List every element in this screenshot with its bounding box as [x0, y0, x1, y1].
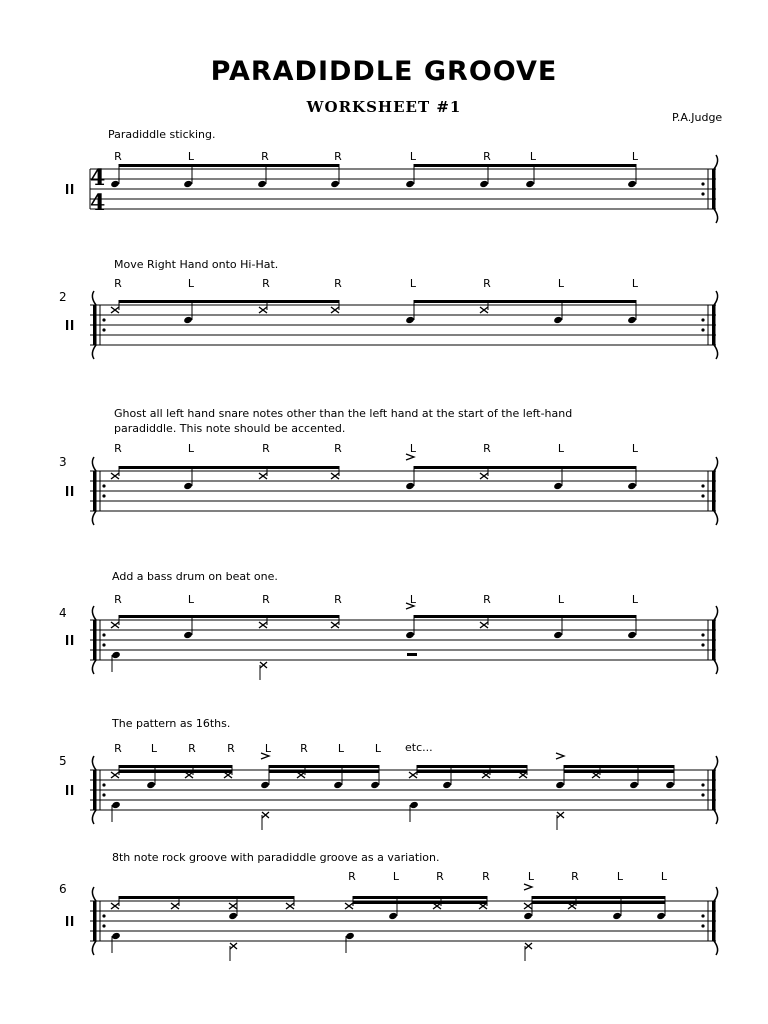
- repeat-bracket-bottom: [714, 345, 718, 359]
- repeat-bracket-bottom: [714, 810, 718, 824]
- sticking-letter: R: [571, 870, 579, 883]
- snare-notehead: [479, 180, 489, 188]
- system-5-comment: The pattern as 16ths.: [112, 717, 231, 730]
- snare-notehead: [553, 316, 563, 324]
- start-repeat-thick-bar: [93, 770, 97, 810]
- bass-drum-notehead: [111, 651, 121, 659]
- percussion-clef-left: [66, 486, 68, 496]
- system-1-comment: Paradiddle sticking.: [108, 128, 216, 141]
- repeat-bracket-top: [714, 155, 718, 169]
- sticking-letter: L: [187, 150, 195, 163]
- repeat-bracket-bottom: [714, 209, 718, 223]
- percussion-clef-right: [71, 486, 73, 496]
- pedal-hihat-notehead: [260, 662, 267, 668]
- end-repeat-thick-bar: [712, 770, 716, 810]
- system-3-comment-line-2: paradiddle. This note should be accented.: [114, 422, 346, 435]
- beam: [119, 765, 232, 768]
- repeat-dot: [701, 783, 704, 786]
- hihat-cross-notehead: [331, 307, 339, 313]
- system-4-comment: Add a bass drum on beat one.: [112, 570, 278, 583]
- snare-notehead: [405, 631, 415, 639]
- sticking-letter: L: [337, 742, 345, 755]
- repeat-dot: [701, 192, 704, 195]
- snare-notehead: [370, 781, 380, 789]
- hihat-cross-notehead: [111, 903, 119, 909]
- staff-system-6: [66, 884, 718, 961]
- beam: [119, 466, 339, 469]
- snare-notehead: [627, 316, 637, 324]
- page-title: PARADIDDLE GROOVE: [210, 56, 558, 87]
- repeat-bracket-top: [714, 887, 718, 901]
- sticking-letter: L: [631, 442, 639, 455]
- hihat-cross-notehead: [524, 903, 532, 909]
- repeat-dot: [701, 318, 704, 321]
- repeat-dot: [701, 484, 704, 487]
- start-repeat-thick-bar: [93, 305, 97, 345]
- sticking-letter: R: [483, 593, 491, 606]
- system-2-comment: Move Right Hand onto Hi-Hat.: [114, 258, 279, 271]
- repeat-bracket-top: [92, 756, 96, 770]
- staff-system-5: [66, 753, 718, 830]
- snare-notehead: [228, 912, 238, 920]
- repeat-dot: [102, 643, 105, 646]
- percussion-clef-left: [66, 635, 68, 645]
- hihat-cross-notehead: [229, 903, 237, 909]
- repeat-dot: [701, 924, 704, 927]
- snare-notehead: [523, 912, 533, 920]
- pedal-hihat-notehead: [230, 943, 237, 949]
- sticking-letter: L: [660, 870, 668, 883]
- snare-notehead: [553, 631, 563, 639]
- snare-notehead: [442, 781, 452, 789]
- repeat-bracket-top: [92, 606, 96, 620]
- system-3-comment-line-1: Ghost all left hand snare notes other than the left hand at the start of the left-hand: [114, 407, 573, 420]
- sticking-letter: R: [262, 593, 270, 606]
- pedal-hihat-notehead: [525, 943, 532, 949]
- sticking-letter: L: [409, 593, 417, 606]
- staff-system-1: [66, 155, 718, 223]
- repeat-bracket-bottom: [92, 345, 96, 359]
- sticking-letter: R: [262, 442, 270, 455]
- sticking-letter: R: [188, 742, 196, 755]
- sticking-letter: L: [264, 742, 272, 755]
- snare-notehead: [627, 482, 637, 490]
- sticking-letter: R: [114, 277, 122, 290]
- repeat-dot: [701, 633, 704, 636]
- staff-system-3: [66, 454, 718, 525]
- bass-drum-notehead: [111, 801, 121, 809]
- percussion-clef-left: [66, 785, 68, 795]
- hihat-cross-notehead: [480, 307, 488, 313]
- staff-system-4: [66, 603, 718, 680]
- pedal-hihat-notehead: [557, 812, 564, 818]
- repeat-bracket-top: [714, 291, 718, 305]
- percussion-clef-left: [66, 320, 68, 330]
- sticking-letter: R: [436, 870, 444, 883]
- start-repeat-thick-bar: [93, 471, 97, 511]
- hihat-cross-notehead: [259, 473, 267, 479]
- snare-notehead: [405, 316, 415, 324]
- repeat-bracket-top: [714, 457, 718, 471]
- sticking-letter: L: [409, 150, 417, 163]
- repeat-dot: [701, 328, 704, 331]
- sticking-letter: L: [409, 277, 417, 290]
- half-rest: [407, 653, 417, 656]
- start-repeat-thick-bar: [93, 620, 97, 660]
- sixteenth-beam: [532, 901, 665, 904]
- beam: [417, 765, 527, 768]
- time-signature-top: 4: [90, 165, 106, 191]
- beam: [414, 615, 636, 618]
- snare-notehead: [627, 631, 637, 639]
- sticking-letter: R: [334, 277, 342, 290]
- end-repeat-thick-bar: [712, 471, 716, 511]
- sticking-letter: L: [150, 742, 158, 755]
- sticking-letter: R: [114, 593, 122, 606]
- beam: [532, 896, 665, 899]
- beam: [414, 300, 636, 303]
- system-2-number: 2: [59, 290, 67, 304]
- repeat-bracket-top: [92, 457, 96, 471]
- repeat-dot: [102, 793, 105, 796]
- repeat-dot: [102, 914, 105, 917]
- repeat-dot: [701, 793, 704, 796]
- end-repeat-thick-bar: [712, 620, 716, 660]
- end-repeat-thick-bar: [712, 305, 716, 345]
- end-repeat-thick-bar: [712, 901, 716, 941]
- hihat-cross-notehead: [331, 473, 339, 479]
- sticking-letter: R: [261, 150, 269, 163]
- snare-notehead: [405, 482, 415, 490]
- hihat-cross-notehead: [111, 307, 119, 313]
- snare-notehead: [656, 912, 666, 920]
- repeat-dot: [701, 643, 704, 646]
- sticking-letter: L: [557, 593, 565, 606]
- hihat-cross-notehead: [286, 903, 294, 909]
- snare-notehead: [110, 180, 120, 188]
- page-subtitle: WORKSHEET #1: [306, 98, 462, 116]
- percussion-clef-right: [71, 635, 73, 645]
- sticking-letter: L: [631, 150, 639, 163]
- beam: [414, 164, 636, 167]
- accent-mark: [556, 753, 564, 759]
- sticking-letter: R: [334, 442, 342, 455]
- sixteenth-beam: [119, 770, 232, 773]
- sticking-letter: R: [334, 150, 342, 163]
- snare-notehead: [629, 781, 639, 789]
- repeat-bracket-bottom: [92, 660, 96, 674]
- sticking-letter: R: [483, 442, 491, 455]
- sixteenth-beam: [353, 901, 487, 904]
- sticking-letter: L: [409, 442, 417, 455]
- repeat-dot: [102, 328, 105, 331]
- snare-notehead: [525, 180, 535, 188]
- snare-notehead: [665, 781, 675, 789]
- beam: [269, 765, 379, 768]
- repeat-bracket-top: [92, 291, 96, 305]
- percussion-clef-right: [71, 320, 73, 330]
- sticking-letter: L: [374, 742, 382, 755]
- snare-notehead: [553, 482, 563, 490]
- repeat-bracket-bottom: [92, 810, 96, 824]
- repeat-bracket-top: [92, 887, 96, 901]
- start-repeat-thick-bar: [93, 901, 97, 941]
- beam: [119, 300, 339, 303]
- staff-system-2: [66, 291, 718, 359]
- composer-name: P.A.Judge: [672, 111, 723, 124]
- hihat-cross-notehead: [259, 622, 267, 628]
- snare-notehead: [183, 631, 193, 639]
- snare-notehead: [388, 912, 398, 920]
- snare-notehead: [146, 781, 156, 789]
- repeat-bracket-bottom: [714, 660, 718, 674]
- system-6-number: 6: [59, 882, 67, 896]
- repeat-bracket-bottom: [92, 941, 96, 955]
- repeat-dot: [701, 182, 704, 185]
- sticking-letter: R: [114, 442, 122, 455]
- sticking-letter: L: [187, 593, 195, 606]
- repeat-bracket-bottom: [714, 941, 718, 955]
- repeat-dot: [102, 484, 105, 487]
- hihat-cross-notehead: [259, 307, 267, 313]
- sticking-letter: L: [187, 277, 195, 290]
- repeat-dot: [102, 924, 105, 927]
- sticking-letter: L: [187, 442, 195, 455]
- hihat-cross-notehead: [111, 772, 119, 778]
- etc-label: etc...: [405, 741, 433, 754]
- beam: [119, 615, 339, 618]
- snare-notehead: [333, 781, 343, 789]
- sticking-letter: R: [300, 742, 308, 755]
- snare-notehead: [612, 912, 622, 920]
- bass-drum-notehead: [345, 932, 355, 940]
- system-3-number: 3: [59, 455, 67, 469]
- repeat-dot: [701, 914, 704, 917]
- sticking-letter: L: [557, 442, 565, 455]
- percussion-clef-left: [66, 916, 68, 926]
- percussion-clef-right: [71, 184, 73, 194]
- beam: [353, 896, 487, 899]
- snare-notehead: [183, 316, 193, 324]
- repeat-bracket-bottom: [714, 511, 718, 525]
- sixteenth-beam: [564, 770, 674, 773]
- sticking-letter: L: [557, 277, 565, 290]
- repeat-bracket-top: [714, 606, 718, 620]
- hihat-cross-notehead: [111, 473, 119, 479]
- snare-notehead: [555, 781, 565, 789]
- snare-notehead: [405, 180, 415, 188]
- sticking-letter: R: [348, 870, 356, 883]
- sixteenth-beam: [417, 770, 527, 773]
- sticking-letter: R: [483, 277, 491, 290]
- beam: [414, 466, 636, 469]
- bass-drum-notehead: [111, 932, 121, 940]
- sticking-letter: R: [227, 742, 235, 755]
- accent-mark: [524, 884, 532, 890]
- system-5-number: 5: [59, 754, 67, 768]
- sticking-letter: R: [482, 870, 490, 883]
- system-4-number: 4: [59, 606, 67, 620]
- pedal-hihat-notehead: [262, 812, 269, 818]
- sticking-letter: L: [616, 870, 624, 883]
- hihat-cross-notehead: [345, 903, 353, 909]
- bass-drum-notehead: [409, 801, 419, 809]
- snare-notehead: [260, 781, 270, 789]
- hihat-cross-notehead: [409, 772, 417, 778]
- beam: [119, 896, 294, 899]
- percussion-clef-right: [71, 916, 73, 926]
- sixteenth-beam: [269, 770, 379, 773]
- hihat-cross-notehead: [171, 903, 179, 909]
- sticking-letter: R: [483, 150, 491, 163]
- beam: [564, 765, 674, 768]
- sticking-letter: R: [262, 277, 270, 290]
- percussion-clef-right: [71, 785, 73, 795]
- repeat-dot: [701, 494, 704, 497]
- percussion-clef-left: [66, 184, 68, 194]
- system-6-comment: 8th note rock groove with paradiddle groove as a variation.: [112, 851, 440, 864]
- hihat-cross-notehead: [480, 473, 488, 479]
- snare-notehead: [330, 180, 340, 188]
- repeat-dot: [102, 318, 105, 321]
- sticking-letter: L: [631, 593, 639, 606]
- snare-notehead: [627, 180, 637, 188]
- sticking-letter: L: [392, 870, 400, 883]
- beam: [119, 164, 339, 167]
- sticking-letter: R: [114, 150, 122, 163]
- repeat-bracket-bottom: [92, 511, 96, 525]
- sticking-letter: R: [114, 742, 122, 755]
- repeat-dot: [102, 633, 105, 636]
- repeat-dot: [102, 494, 105, 497]
- snare-notehead: [183, 482, 193, 490]
- hihat-cross-notehead: [331, 622, 339, 628]
- end-repeat-thick-bar: [712, 169, 716, 209]
- snare-notehead: [183, 180, 193, 188]
- sticking-letter: L: [527, 870, 535, 883]
- repeat-bracket-top: [714, 756, 718, 770]
- snare-notehead: [257, 180, 267, 188]
- sticking-letter: R: [334, 593, 342, 606]
- sticking-letter: L: [631, 277, 639, 290]
- repeat-dot: [102, 783, 105, 786]
- time-signature-bottom: 4: [90, 190, 106, 216]
- hihat-cross-notehead: [480, 622, 488, 628]
- hihat-cross-notehead: [111, 622, 119, 628]
- sticking-letter: L: [529, 150, 537, 163]
